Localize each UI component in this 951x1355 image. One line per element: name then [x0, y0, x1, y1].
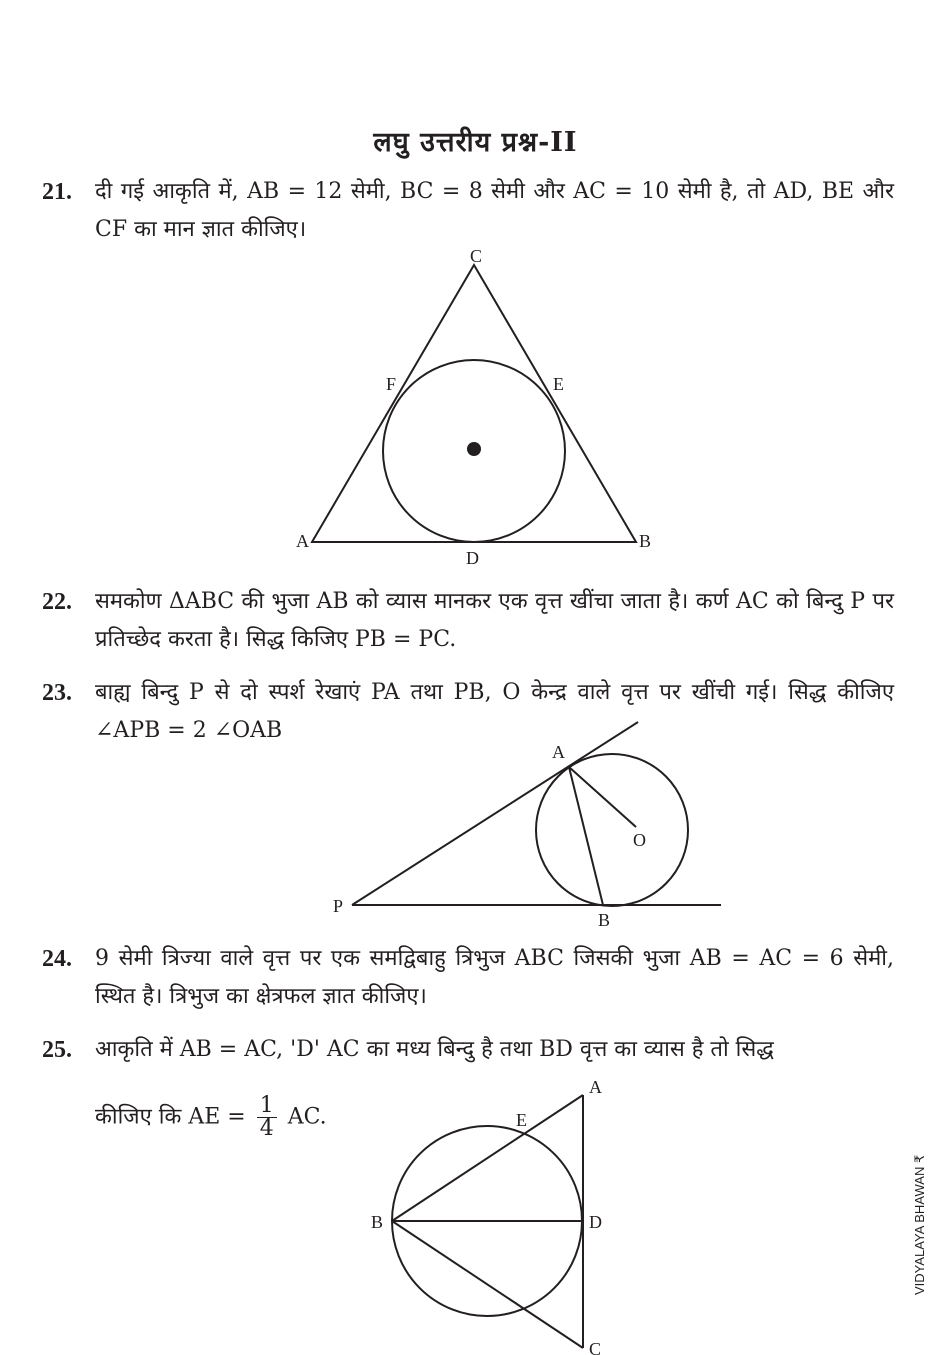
- label-e: E: [516, 1110, 527, 1130]
- section-title: लघु उत्तरीय प्रश्न-II: [373, 127, 578, 158]
- triangle-abc: [312, 265, 636, 542]
- question-number: 23.: [42, 680, 72, 706]
- label-b: B: [598, 910, 611, 930]
- fraction-one-fourth: [257, 1095, 277, 1140]
- chord-ab: [569, 767, 603, 905]
- label-c: C: [589, 1339, 602, 1355]
- label-e: E: [553, 374, 564, 394]
- question-number: 25.: [42, 1037, 72, 1063]
- fraction-numerator: 1: [257, 1095, 277, 1118]
- label-d: D: [589, 1212, 602, 1232]
- line-bc: [392, 1221, 583, 1348]
- label-d: D: [466, 548, 479, 568]
- circle-bd: [392, 1126, 582, 1316]
- question-text: दी गई आकृति में, AB = 12 सेमी, BC = 8 सेमी और AC = 10 सेमी है, तो AD, BE और CF का मान ज्ञात कीजिए।: [95, 179, 894, 242]
- incircle: [383, 360, 565, 542]
- question-text-line2: [95, 1095, 894, 1140]
- label-b: B: [639, 531, 652, 551]
- label-a: A: [552, 742, 565, 762]
- label-o: O: [633, 830, 646, 850]
- incircle-center-dot: [467, 442, 481, 456]
- label-c: C: [470, 246, 483, 266]
- line2-suffix: AC.: [287, 1104, 327, 1130]
- question-23: [42, 674, 894, 750]
- question-25: [42, 1031, 894, 1140]
- label-a: A: [296, 531, 309, 551]
- question-text: 9 सेमी त्रिज्या वाले वृत्त पर एक समद्विबाहु त्रिभुज ABC जिसकी भुजा AB = AC = 6 सेमी, स्थित है। त्रिभुज का क्षेत्रफल ज्ञात कीजिए।: [95, 946, 894, 1009]
- label-b: B: [371, 1212, 384, 1232]
- fraction-denominator: 4: [259, 1116, 274, 1141]
- question-number: 24.: [42, 946, 72, 972]
- label-a: A: [589, 1077, 602, 1097]
- label-p: P: [333, 896, 344, 916]
- circle-o: [536, 754, 688, 906]
- label-f: F: [386, 374, 397, 394]
- question-text: समकोण ΔABC की भुजा AB को व्यास मानकर एक वृत्त खींचा जाता है। कर्ण AC को बिन्दु P पर प्रतिच्छेद करता है। सिद्ध किजिए PB = PC.: [95, 589, 894, 652]
- line2-prefix: कीजिए कि AE =: [95, 1104, 246, 1130]
- question-24: [42, 940, 894, 1016]
- question-number: 22.: [42, 589, 72, 615]
- question-21: [42, 173, 894, 249]
- question-text: आकृति में AB = AC, 'D' AC का मध्य बिन्दु है तथा BD वृत्त का व्यास है तो सिद्ध: [95, 1037, 774, 1062]
- side-margin-text: VIDYALAYA BHAWAN ₹: [912, 1154, 927, 1295]
- question-22: [42, 583, 894, 659]
- radius-oa: [569, 767, 636, 827]
- question-text: बाह्य बिन्दु P से दो स्पर्श रेखाएं PA तथा PB, O केन्द्र वाले वृत्त पर खींची गई। सिद्ध कीजिए ∠APB = 2 ∠OAB: [95, 680, 894, 743]
- question-number: 21.: [42, 179, 72, 205]
